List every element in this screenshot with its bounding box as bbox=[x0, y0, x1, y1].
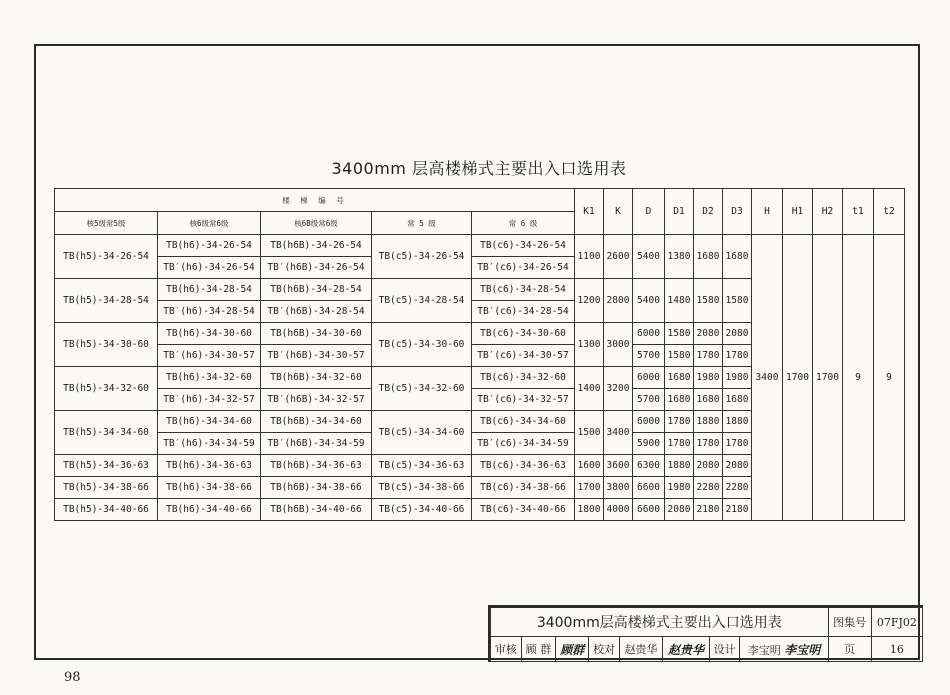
value-d3: 2080 bbox=[723, 323, 752, 345]
param-header-h1: H1 bbox=[783, 189, 813, 235]
sub-header: 核6级常6级 bbox=[158, 212, 261, 235]
value-d1: 2080 bbox=[665, 499, 694, 521]
value-d2: 2180 bbox=[694, 499, 723, 521]
design-name: 李宝明 bbox=[747, 643, 781, 657]
code-h5: TB(h5)-34-36-63 bbox=[55, 455, 158, 477]
review-signature: 顾群 bbox=[556, 637, 589, 662]
value-d1: 1780 bbox=[665, 433, 694, 455]
code-c5: TB(c5)-34-34-60 bbox=[372, 411, 472, 455]
code-c6: TB′(c6)-34-32-57 bbox=[472, 389, 575, 411]
value-d2: 2280 bbox=[694, 477, 723, 499]
value-k1: 1100 bbox=[575, 235, 604, 279]
value-d1: 1480 bbox=[665, 279, 694, 323]
code-c6: TB′(c6)-34-30-57 bbox=[472, 345, 575, 367]
value-k: 3600 bbox=[604, 455, 633, 477]
review-label: 审核 bbox=[491, 637, 522, 662]
code-h6: TB(h6)-34-40-66 bbox=[158, 499, 261, 521]
value-d3: 1680 bbox=[723, 235, 752, 279]
value-d: 6300 bbox=[633, 455, 665, 477]
drawing-frame bbox=[34, 44, 920, 660]
code-c5: TB(c5)-34-40-66 bbox=[372, 499, 472, 521]
code-h6b: TB(h6B)-34-34-60 bbox=[261, 411, 372, 433]
code-h6: TB′(h6)-34-30-57 bbox=[158, 345, 261, 367]
atlas-label: 图集号 bbox=[828, 608, 871, 637]
value-d2: 1880 bbox=[694, 411, 723, 433]
code-h6b: TB(h6B)-34-36-63 bbox=[261, 455, 372, 477]
value-d3: 1780 bbox=[723, 433, 752, 455]
code-c5: TB(c5)-34-28-54 bbox=[372, 279, 472, 323]
code-h5: TB(h5)-34-32-60 bbox=[55, 367, 158, 411]
value-d: 5400 bbox=[633, 279, 665, 323]
value-d1: 1580 bbox=[665, 345, 694, 367]
value-k: 2800 bbox=[604, 279, 633, 323]
code-c6: TB(c6)-34-26-54 bbox=[472, 235, 575, 257]
code-h5: TB(h5)-34-38-66 bbox=[55, 477, 158, 499]
param-header-d: D bbox=[633, 189, 665, 235]
value-d3: 2280 bbox=[723, 477, 752, 499]
code-c6: TB(c6)-34-30-60 bbox=[472, 323, 575, 345]
code-c5: TB(c5)-34-38-66 bbox=[372, 477, 472, 499]
design-signature: 李宝明 bbox=[784, 642, 821, 657]
code-h6b: TB′(h6B)-34-34-59 bbox=[261, 433, 372, 455]
title-block bbox=[488, 605, 923, 662]
review-name: 顾 群 bbox=[521, 637, 556, 662]
code-h5: TB(h5)-34-34-60 bbox=[55, 411, 158, 455]
code-h5: TB(h5)-34-26-54 bbox=[55, 235, 158, 279]
code-c6: TB(c6)-34-36-63 bbox=[472, 455, 575, 477]
sub-header: 常 5 级 bbox=[372, 212, 472, 235]
code-c6: TB(c6)-34-28-54 bbox=[472, 279, 575, 301]
value-k1: 1600 bbox=[575, 455, 604, 477]
page-number: 98 bbox=[64, 670, 81, 685]
value-t1: 9 bbox=[843, 235, 874, 521]
code-h6b: TB′(h6B)-34-30-57 bbox=[261, 345, 372, 367]
value-k: 3000 bbox=[604, 323, 633, 367]
code-h5: TB(h5)-34-30-60 bbox=[55, 323, 158, 367]
value-d: 6000 bbox=[633, 323, 665, 345]
atlas-value: 07FJ02 bbox=[871, 608, 922, 637]
value-d2: 1680 bbox=[694, 389, 723, 411]
value-d2: 2080 bbox=[694, 323, 723, 345]
code-c6: TB(c6)-34-38-66 bbox=[472, 477, 575, 499]
value-d3: 2080 bbox=[723, 455, 752, 477]
param-header-d3: D3 bbox=[723, 189, 752, 235]
column-group-header: 楼 梯 编 号 bbox=[55, 189, 575, 212]
selection-table bbox=[54, 188, 905, 521]
value-d2: 2080 bbox=[694, 455, 723, 477]
code-h6: TB′(h6)-34-34-59 bbox=[158, 433, 261, 455]
param-header-t2: t2 bbox=[874, 189, 905, 235]
design-name-signature bbox=[740, 637, 828, 662]
table-row bbox=[55, 235, 905, 257]
code-h6b: TB(h6B)-34-30-60 bbox=[261, 323, 372, 345]
code-h6: TB′(h6)-34-28-54 bbox=[158, 301, 261, 323]
code-h6: TB(h6)-34-26-54 bbox=[158, 235, 261, 257]
value-d3: 1780 bbox=[723, 345, 752, 367]
value-d2: 1780 bbox=[694, 345, 723, 367]
value-k1: 1700 bbox=[575, 477, 604, 499]
value-t2: 9 bbox=[874, 235, 905, 521]
param-header-h2: H2 bbox=[813, 189, 843, 235]
param-header-k1: K1 bbox=[575, 189, 604, 235]
code-h6: TB(h6)-34-36-63 bbox=[158, 455, 261, 477]
page-title: 3400mm 层高楼梯式主要出入口选用表 bbox=[331, 159, 627, 178]
code-c5: TB(c5)-34-32-60 bbox=[372, 367, 472, 411]
value-d2: 1680 bbox=[694, 235, 723, 279]
code-h6: TB(h6)-34-30-60 bbox=[158, 323, 261, 345]
value-k: 3800 bbox=[604, 477, 633, 499]
value-k: 3400 bbox=[604, 411, 633, 455]
title-block-title: 3400mm层高楼梯式主要出入口选用表 bbox=[491, 608, 829, 637]
value-k: 3200 bbox=[604, 367, 633, 411]
code-h5: TB(h5)-34-28-54 bbox=[55, 279, 158, 323]
code-h6b: TB′(h6B)-34-28-54 bbox=[261, 301, 372, 323]
sub-header: 核5级常5级 bbox=[55, 212, 158, 235]
value-d1: 1680 bbox=[665, 367, 694, 389]
value-k1: 1800 bbox=[575, 499, 604, 521]
code-h6: TB(h6)-34-34-60 bbox=[158, 411, 261, 433]
code-c6: TB(c6)-34-32-60 bbox=[472, 367, 575, 389]
value-d: 6000 bbox=[633, 411, 665, 433]
sub-header: 核6B级常6级 bbox=[261, 212, 372, 235]
code-h6: TB′(h6)-34-26-54 bbox=[158, 257, 261, 279]
value-d: 6000 bbox=[633, 367, 665, 389]
value-h: 3400 bbox=[752, 235, 783, 521]
value-d: 5700 bbox=[633, 345, 665, 367]
code-c5: TB(c5)-34-26-54 bbox=[372, 235, 472, 279]
code-h5: TB(h5)-34-40-66 bbox=[55, 499, 158, 521]
value-d1: 1380 bbox=[665, 235, 694, 279]
param-header-d2: D2 bbox=[694, 189, 723, 235]
value-d2: 1780 bbox=[694, 433, 723, 455]
code-c6: TB′(c6)-34-26-54 bbox=[472, 257, 575, 279]
value-d1: 1780 bbox=[665, 411, 694, 433]
code-h6b: TB(h6B)-34-28-54 bbox=[261, 279, 372, 301]
code-c6: TB′(c6)-34-34-59 bbox=[472, 433, 575, 455]
code-h6b: TB(h6B)-34-38-66 bbox=[261, 477, 372, 499]
value-d: 5400 bbox=[633, 235, 665, 279]
param-header-h: H bbox=[752, 189, 783, 235]
value-k1: 1500 bbox=[575, 411, 604, 455]
code-h6: TB′(h6)-34-32-57 bbox=[158, 389, 261, 411]
check-name: 赵贵华 bbox=[619, 637, 662, 662]
value-h2: 1700 bbox=[813, 235, 843, 521]
code-h6b: TB(h6B)-34-40-66 bbox=[261, 499, 372, 521]
value-d: 5700 bbox=[633, 389, 665, 411]
value-d3: 1880 bbox=[723, 411, 752, 433]
value-k: 4000 bbox=[604, 499, 633, 521]
value-d: 6600 bbox=[633, 477, 665, 499]
value-k: 2600 bbox=[604, 235, 633, 279]
page-value: 16 bbox=[871, 637, 922, 662]
value-d3: 1680 bbox=[723, 389, 752, 411]
code-h6b: TB(h6B)-34-32-60 bbox=[261, 367, 372, 389]
code-h6: TB(h6)-34-32-60 bbox=[158, 367, 261, 389]
check-signature: 赵贵华 bbox=[663, 637, 710, 662]
value-k1: 1300 bbox=[575, 323, 604, 367]
code-c6: TB(c6)-34-34-60 bbox=[472, 411, 575, 433]
value-d: 6600 bbox=[633, 499, 665, 521]
check-label: 校对 bbox=[589, 637, 620, 662]
value-d1: 1980 bbox=[665, 477, 694, 499]
code-h6: TB(h6)-34-38-66 bbox=[158, 477, 261, 499]
value-d1: 1680 bbox=[665, 389, 694, 411]
code-h6b: TB(h6B)-34-26-54 bbox=[261, 235, 372, 257]
value-d: 5900 bbox=[633, 433, 665, 455]
value-d2: 1980 bbox=[694, 367, 723, 389]
code-h6: TB(h6)-34-28-54 bbox=[158, 279, 261, 301]
param-header-d1: D1 bbox=[665, 189, 694, 235]
param-header-t1: t1 bbox=[843, 189, 874, 235]
code-c6: TB(c6)-34-40-66 bbox=[472, 499, 575, 521]
sub-header: 常 6 级 bbox=[472, 212, 575, 235]
design-label: 设计 bbox=[709, 637, 740, 662]
value-d3: 2180 bbox=[723, 499, 752, 521]
value-h1: 1700 bbox=[783, 235, 813, 521]
value-d3: 1980 bbox=[723, 367, 752, 389]
code-c5: TB(c5)-34-36-63 bbox=[372, 455, 472, 477]
value-k1: 1200 bbox=[575, 279, 604, 323]
page-label: 页 bbox=[828, 637, 871, 662]
code-c5: TB(c5)-34-30-60 bbox=[372, 323, 472, 367]
code-h6b: TB′(h6B)-34-26-54 bbox=[261, 257, 372, 279]
value-d3: 1580 bbox=[723, 279, 752, 323]
value-d2: 1580 bbox=[694, 279, 723, 323]
value-d1: 1880 bbox=[665, 455, 694, 477]
code-c6: TB′(c6)-34-28-54 bbox=[472, 301, 575, 323]
param-header-k: K bbox=[604, 189, 633, 235]
value-k1: 1400 bbox=[575, 367, 604, 411]
code-h6b: TB′(h6B)-34-32-57 bbox=[261, 389, 372, 411]
value-d1: 1580 bbox=[665, 323, 694, 345]
